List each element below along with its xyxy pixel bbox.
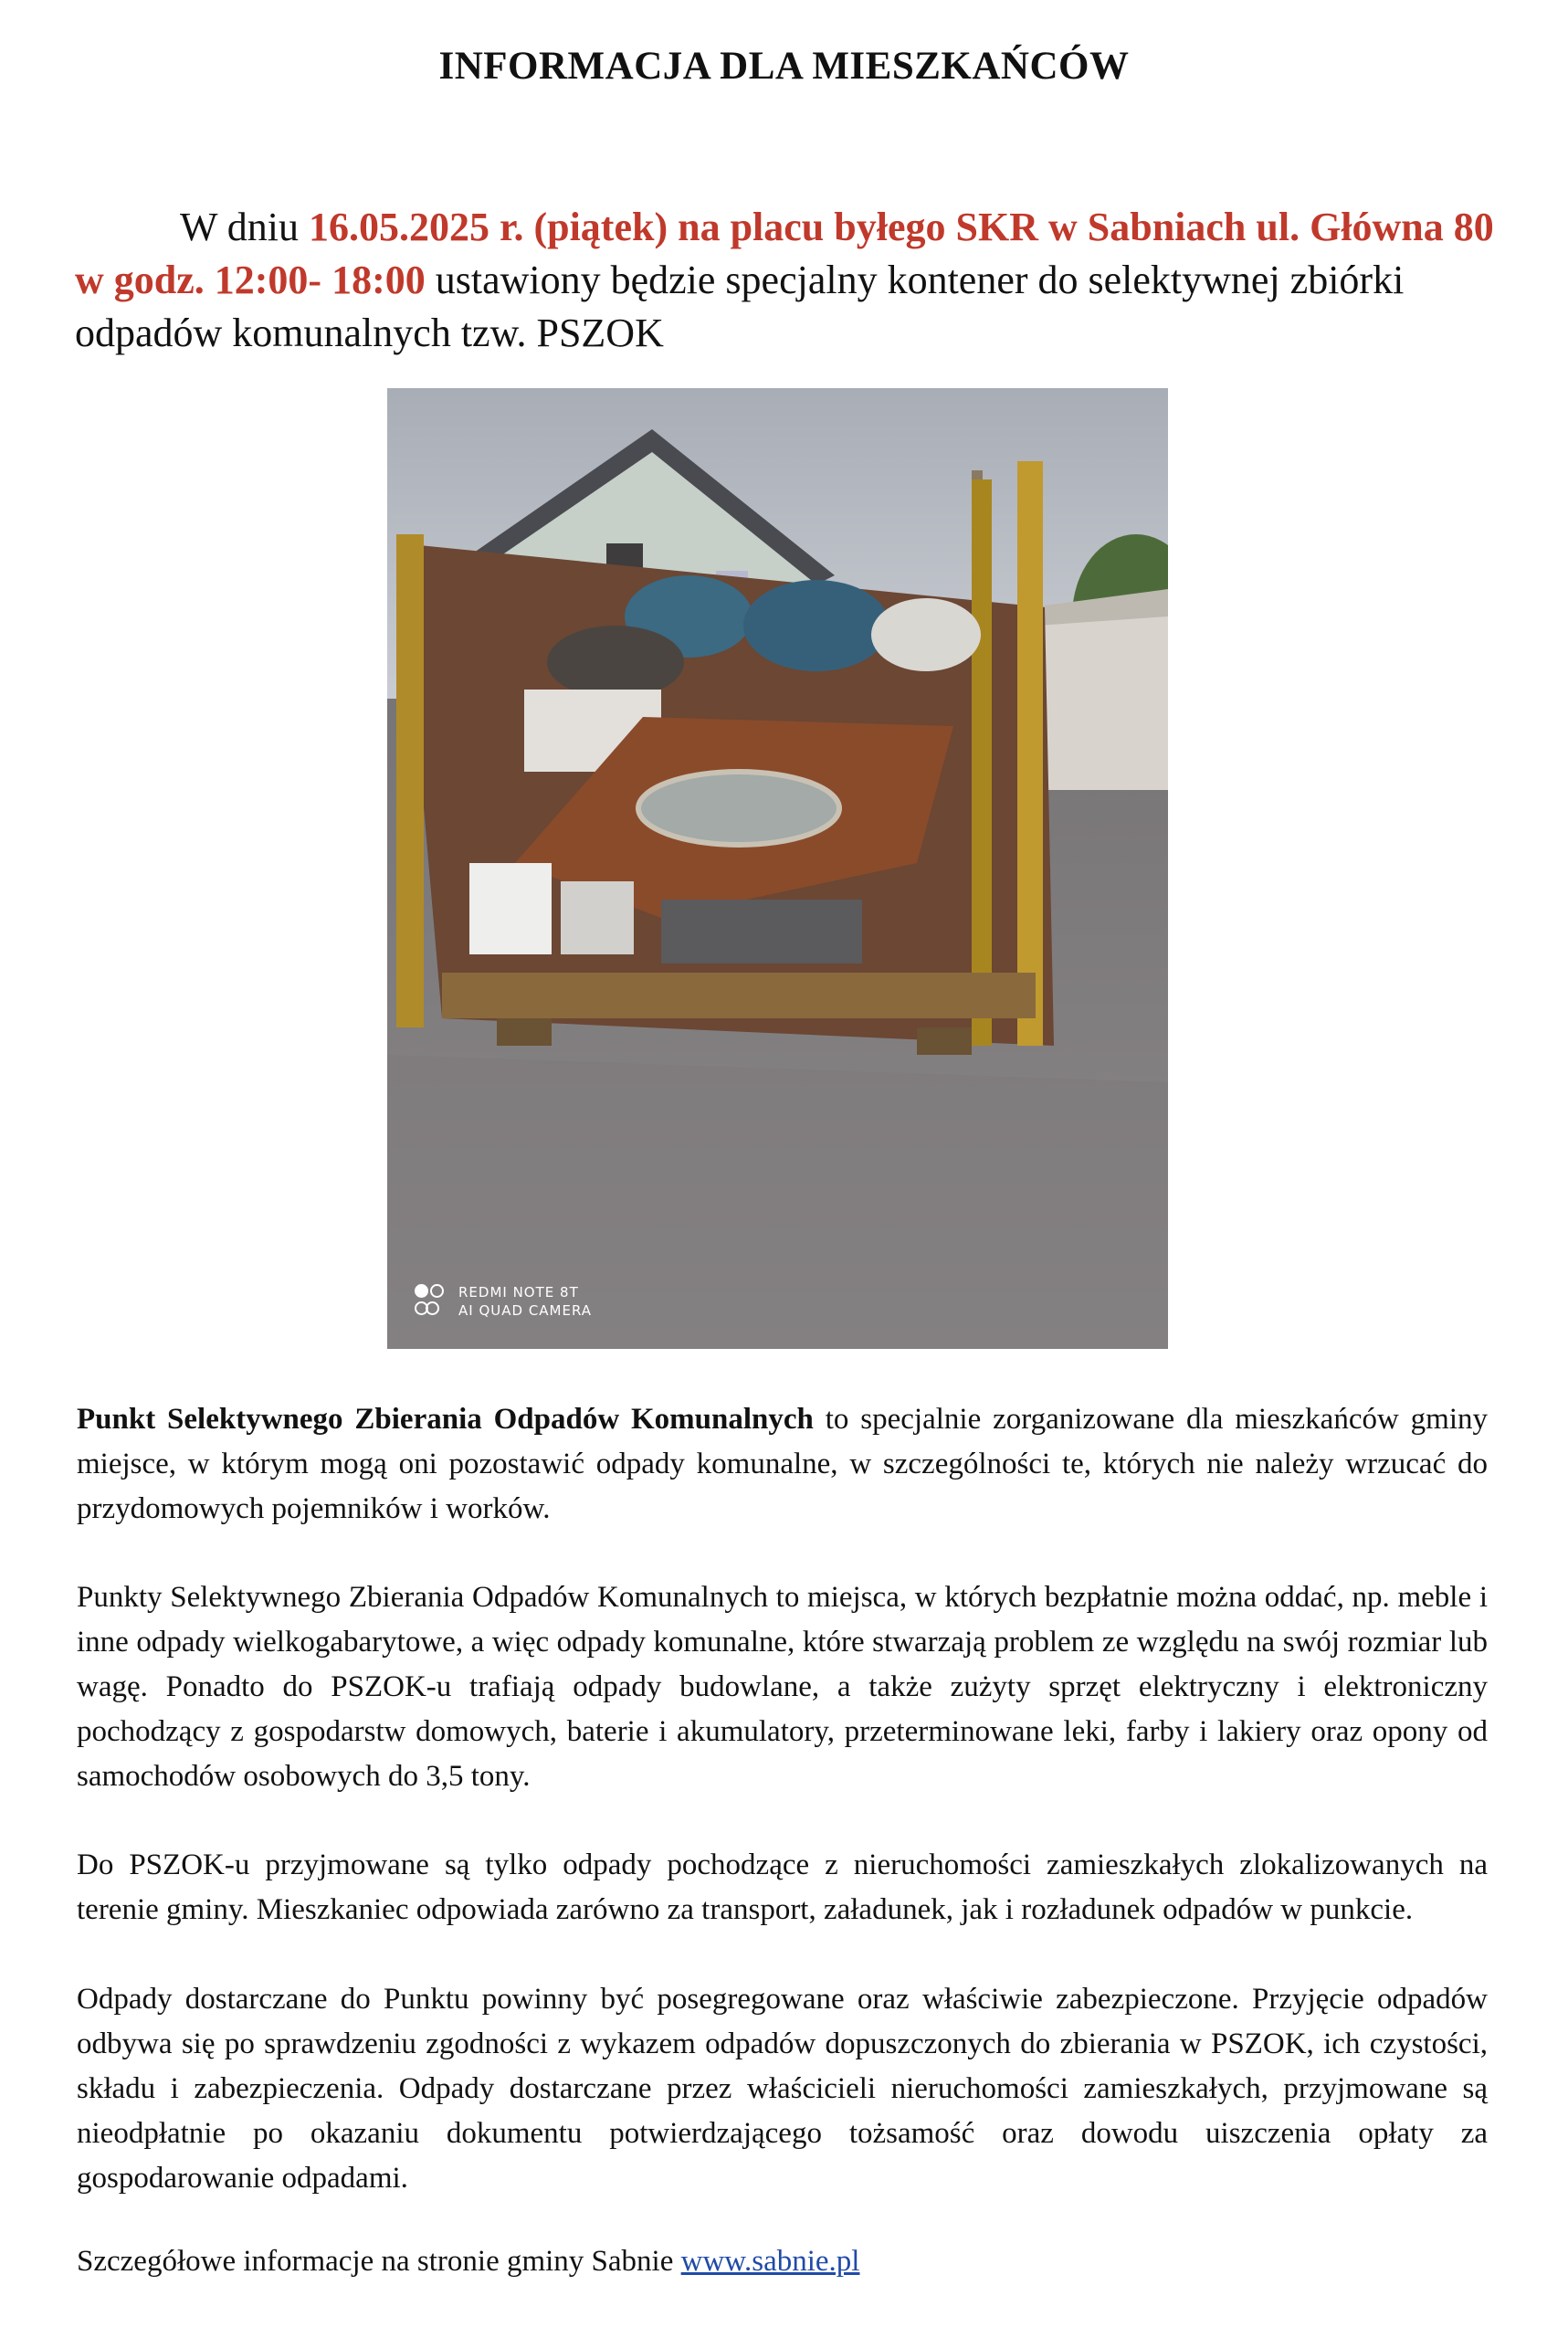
photo-illustration (387, 388, 1168, 1349)
intro-lead: W dniu (180, 205, 309, 249)
container-photo (387, 388, 1168, 1349)
camera-logo-icon (415, 1284, 446, 1319)
watermark-line2: AI QUAD CAMERA (458, 1302, 593, 1319)
camera-watermark (415, 1283, 592, 1320)
watermark-line1: REDMI NOTE 8T (458, 1284, 579, 1301)
event-date-location: 16.05.2025 r. (piątek) na placu byłego SKR w Sabniach ul. Główna 80 w godz. 12:00- 18:00 (75, 205, 1494, 302)
website-link[interactable]: www.sabnie.pl (680, 2245, 860, 2278)
event-announcement (75, 201, 1500, 360)
paragraph-accepted-waste: Punkty Selektywnego Zbierania Odpadów Komunalnych to miejsca, w których bezpłatnie można oddać, np. meble i inne odpady wielkogabarytowe, a więc odpady komunalne, które stwarzają problem ze względu na swój rozmiar lub wagę. Ponadto do PSZOK-u trafiają odpady budowlane, a także zużyty sprzęt elektryczny i elektroniczny pochodzący z gospodarstw domowych, baterie i akumulatory, przeterminowane leki, farby i lakiery oraz opony od samochodów osobowych do 3,5 tony. (77, 1581, 1488, 1793)
footer-text: Szczegółowe informacje na stronie gminy Sabnie (77, 2245, 681, 2278)
footer-info (77, 2239, 1488, 2284)
paragraph-eligibility: Do PSZOK-u przyjmowane są tylko odpady pochodzące z nieruchomości zamieszkałych zlokalizowanych na terenie gminy. Mieszkaniec odpowiada zarówno za transport, załadunek, jak i rozładunek odpadów w punkcie. (77, 1848, 1488, 1926)
intro-rest: ustawiony będzie specjalny kontener do selektywnej zbiórki odpadów komunalnych tzw. PSZOK (75, 258, 1405, 355)
paragraph1-text: to specjalnie zorganizowane dla mieszkańców gminy miejsce, w którym mogą oni pozostawić odpady komunalne, w szczególności te, których nie należy wrzucać do przydomowych pojemników i worków. (77, 1403, 1488, 1525)
paragraph-definition (77, 1397, 1488, 1532)
paragraph-requirements: Odpady dostarczane do Punktu powinny być posegregowane oraz właściwie zabezpieczone. Przyjęcie odpadów odbywa się po sprawdzeniu zgodności z wykazem odpadów dopuszczonych do zbierania w PSZOK, ich czystości, składu i zabezpieczenia. Odpady dostarczane przez właścicieli nieruchomości zamieszkałych, przyjmowane są nieodpłatnie po okazaniu dokumentu potwierdzającego tożsamość oraz dowodu uiszczenia opłaty za gospodarowanie odpadami. (77, 1983, 1488, 2195)
pszok-full-name: Punkt Selektywnego Zbierania Odpadów Komunalnych (77, 1403, 814, 1436)
page-title: INFORMACJA DLA MIESZKAŃCÓW (438, 45, 1130, 88)
